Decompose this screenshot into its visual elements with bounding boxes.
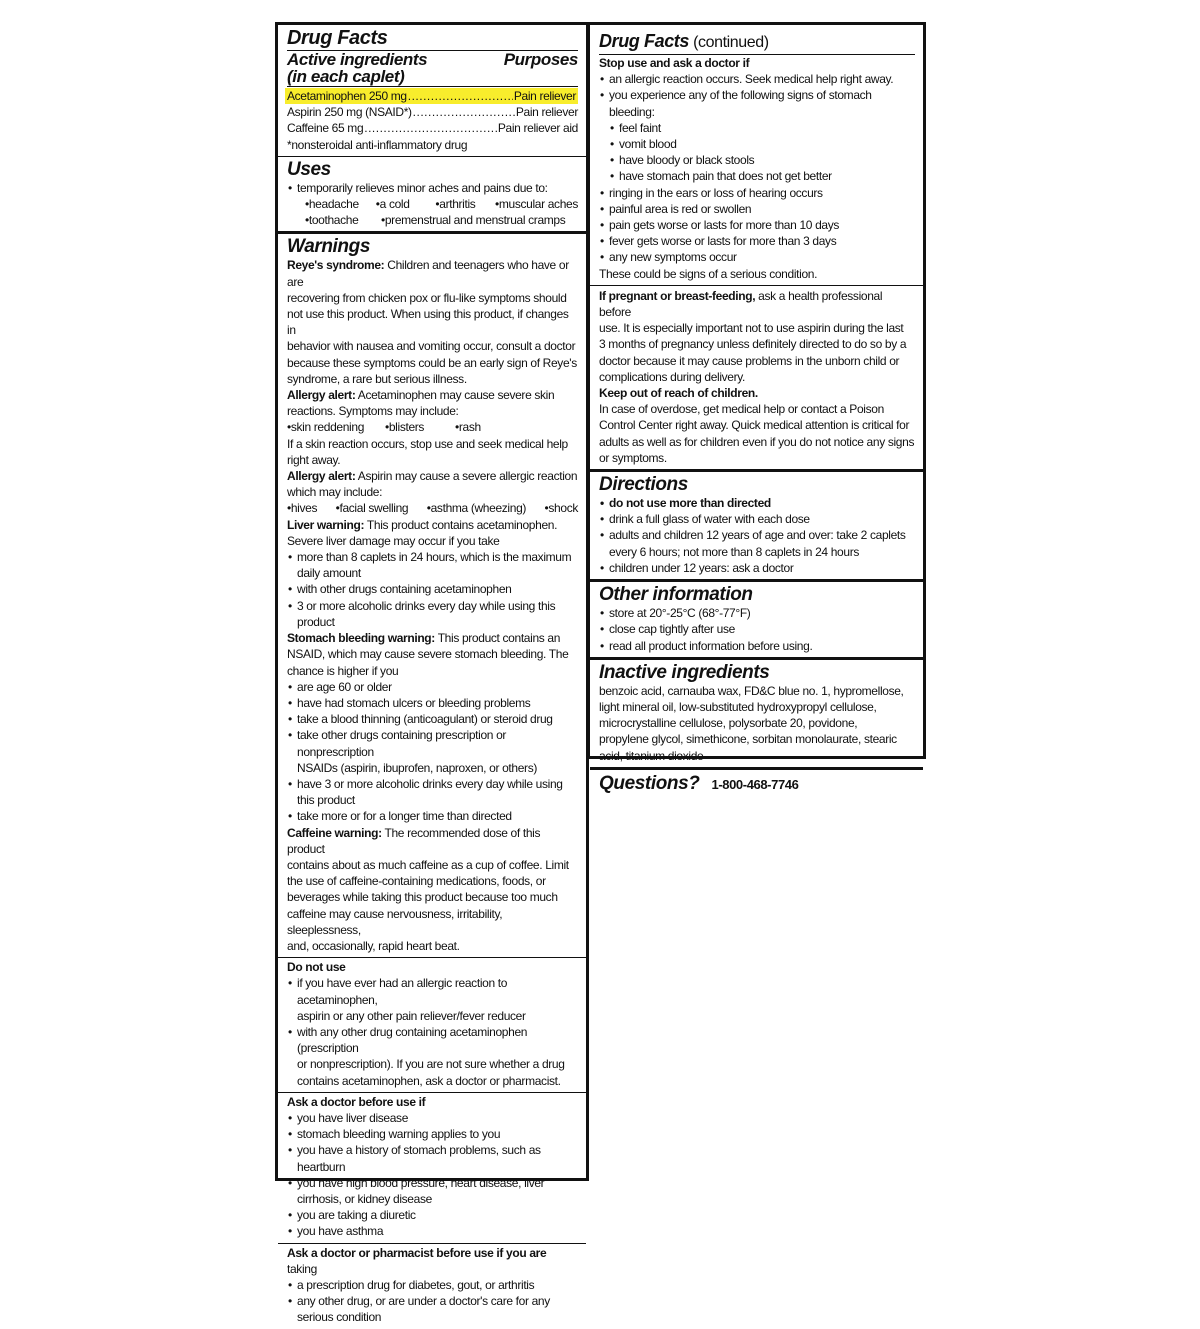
list-item: • are age 60 or older xyxy=(287,679,578,695)
questions-section xyxy=(590,767,923,799)
allergy-alert-label: Allergy alert: xyxy=(287,388,356,403)
pregnancy-label: If pregnant or breast-feeding, xyxy=(599,288,756,303)
list-item: • close cap tightly after use xyxy=(599,621,915,637)
questions-heading: Questions? xyxy=(599,772,700,794)
ask-pharmacist-section: Ask a doctor or pharmacist before use if you are taking • a prescription drug for diabetes, gout, or arthritis • any other drug, or are under a doctor's care for any serious condition xyxy=(278,1243,586,1329)
allergy-alert-label: Allergy alert: xyxy=(287,469,356,484)
list-item: • take a blood thinning (anticoagulant) or steroid drug xyxy=(287,711,578,727)
list-item: • any other drug, or are under a doctor's care for any serious condition xyxy=(287,1293,578,1325)
inactive-ingredients-heading: Inactive ingredients xyxy=(599,661,770,683)
list-item: • you have a history of stomach problems, such as heartburn xyxy=(287,1142,578,1174)
list-item: • stomach bleeding warning applies to you xyxy=(287,1126,578,1142)
list-item: • have had stomach ulcers or bleeding problems xyxy=(287,695,578,711)
skin-reaction-symptoms: • skin reddening • blisters • rash xyxy=(287,419,578,435)
ask-doctor-heading: Ask a doctor before use if xyxy=(287,1094,426,1109)
ingredient-row: Aspirin 250 mg (NSAID*) ..... Pain reliever xyxy=(287,104,578,120)
other-information-heading: Other information xyxy=(599,584,753,606)
active-ingredients-heading: Active ingredients xyxy=(287,50,428,69)
drug-facts-panel-left xyxy=(275,22,589,1325)
list-item: • painful area is red or swollen xyxy=(599,201,915,217)
nsaid-footnote: *nonsteroidal anti-inflammatory drug xyxy=(287,137,468,152)
ask-pharmacist-heading: Ask a doctor or pharmacist before use if you are xyxy=(287,1245,547,1260)
list-item: • a prescription drug for diabetes, gout, or arthritis xyxy=(287,1277,578,1293)
warnings-section: Warnings Reye's syndrome: Children and teenagers who have or are recovering from chicken pox or flu-like symptoms should not use this product. When using this product, if changes in behavior with nausea and vomiting occur, consult a doctor because these symptoms could be an early sign of Reye's syndrome, a rare but serious illness. Allergy alert: Acetaminophen may cause severe skin reactions. Symptoms may include: • skin reddening • blisters • rash If a skin reaction occurs, stop use and seek medical help right away. Allergy alert: Aspirin may cause a severe allergic reaction which may include: • hives • facial swelling • asthma (wheezing) • shock Liver warning: This product contains acetaminophen. Severe liver damage may occur if you take • more than 8 caplets in 24 hours, which is the maximum daily amount • with other drugs containing acetaminophen • 3 or more alcoholic drinks every day while using this product Stomach bleeding warning: This product contains an NSAID, which may cause severe stomach bleeding. The chance is higher if you • are age 60 or older • have had stomach ulcers or bleeding problems • take a blood thinning (anticoagulant) or steroid drug • take other drugs containing prescription or nonprescription NSAIDs (aspirin, ibuprofen, naproxen, or others) • have 3 or more alcoholic drinks every day while using this product • take more or for a longer time than directed Caffeine warning: The recommended dose of this product contains about as much caffeine as a cup of coffee. Limit the use of caffeine-containing medications, foods, or beverages while taking this product because too much caffeine may cause nervousness, irritability, sleeplessness, and, occasionally, rapid heart beat. xyxy=(278,231,586,957)
pregnancy-section: If pregnant or breast-feeding, ask a health professional before use. It is especially important not to use aspirin during the last 3 months of pregnancy unless definitely directed to do so by a doctor because it may cause problems in the unborn child or complications during delivery. Keep out of reach of children. In case of overdose, get medical help or contact a Poison Control Center right away. Quick medical attention is critical for adults as well as for children even if you do not notice any signs or symptoms. xyxy=(590,285,923,469)
list-item: • adults and children 12 years of age and over: take 2 caplets every 6 hours; not more than 8 caplets in 24 hours xyxy=(599,527,915,559)
ask-doctor-section xyxy=(278,1092,586,1243)
phone-number: 1-800-468-7746 xyxy=(711,776,799,792)
list-item: • feel faint xyxy=(599,120,915,136)
liver-warning-label: Liver warning: xyxy=(287,517,365,532)
do-not-use-heading: Do not use xyxy=(287,960,346,975)
do-not-use-section xyxy=(278,957,586,1092)
list-item: • more than 8 caplets in 24 hours, which is the maximum daily amount xyxy=(287,549,578,581)
list-item: • have bloody or black stools xyxy=(599,152,915,168)
list-item: • children under 12 years: ask a doctor xyxy=(599,560,915,576)
list-item: • have 3 or more alcoholic drinks every day while using this product xyxy=(287,776,578,808)
active-ingredients-subheading: (in each caplet) xyxy=(287,67,405,86)
warnings-heading: Warnings xyxy=(287,236,371,258)
list-item: • you have high blood pressure, heart disease, liver cirrhosis, or kidney disease xyxy=(287,1175,578,1207)
uses-row-2: • toothache • premenstrual and menstrual cramps xyxy=(287,212,578,228)
caffeine-warning-label: Caffeine warning: xyxy=(287,825,382,840)
uses-section xyxy=(278,156,586,232)
purposes-heading: Purposes xyxy=(503,50,578,69)
directions-heading: Directions xyxy=(599,474,688,496)
keep-out-of-reach: Keep out of reach of children. xyxy=(599,386,758,401)
list-item: • vomit blood xyxy=(599,136,915,152)
list-item: • ringing in the ears or loss of hearing occurs xyxy=(599,185,915,201)
list-item: • have stomach pain that does not get better xyxy=(599,168,915,184)
ingredient-row: Caffeine 65 mg ..... Pain reliever aid xyxy=(287,120,578,136)
list-item: • read all product information before using. xyxy=(599,638,915,654)
list-item: • you experience any of the following signs of stomach bleeding: xyxy=(599,87,915,119)
inactive-ingredients-section: Inactive ingredients benzoic acid, carnauba wax, FD&C blue no. 1, hypromellose, light mineral oil, low-substituted hydroxypropyl cellulose, microcrystalline cellulose, polysorbate 20, povidone, propylene glycol, simethicone, sorbitan monolaurate, stearic acid, titanium dioxide xyxy=(590,657,923,767)
list-item: • an allergic reaction occurs. Seek medical help right away. xyxy=(599,71,915,87)
drug-facts-title: Drug Facts xyxy=(287,27,388,49)
directions-section xyxy=(590,469,923,579)
uses-intro: • temporarily relieves minor aches and pains due to: xyxy=(287,180,578,196)
list-item: • do not use more than directed xyxy=(599,495,915,511)
stomach-bleeding-list xyxy=(287,679,578,825)
uses-row-1: • headache • a cold • arthritis • muscular aches xyxy=(287,196,578,212)
uses-heading: Uses xyxy=(287,158,331,180)
stop-use-section: Drug Facts (continued) Stop use and ask a doctor if • an allergic reaction occurs. Seek medical help right away. • you experience any of the following signs of stomach bleeding: • feel faint • vomit blood • have bloody or black stools • have stomach pain that does not get better • ringing in the ears or loss of hearing occurs • painful area is red or swollen • pain gets worse or lasts for more than 10 days • fever gets worse or lasts for more than 3 days • any new symptoms occur These could be signs of a serious condition. xyxy=(590,25,923,285)
list-item: • with other drugs containing acetaminophen xyxy=(287,581,578,597)
list-item: • pain gets worse or lasts for more than 10 days xyxy=(599,217,915,233)
stop-use-closing: These could be signs of a serious condition. xyxy=(599,266,818,281)
list-item: • you have liver disease xyxy=(287,1110,578,1126)
liver-warning-list xyxy=(287,549,578,630)
list-item: • take other drugs containing prescription or nonprescription NSAIDs (aspirin, ibuprofen, naproxen, or others) xyxy=(287,727,578,776)
list-item: • any new symptoms occur xyxy=(599,249,915,265)
stomach-bleeding-label: Stomach bleeding warning: xyxy=(287,631,435,646)
reye-label: Reye's syndrome: xyxy=(287,258,385,273)
list-item: • drink a full glass of water with each dose xyxy=(599,511,915,527)
ingredient-row: Acetaminophen 250 mg ..... Pain reliever xyxy=(285,88,578,104)
list-item: • you are taking a diuretic xyxy=(287,1207,578,1223)
drug-facts-panel-right xyxy=(587,22,926,794)
list-item: • take more or for a longer time than directed xyxy=(287,808,578,824)
other-information-section xyxy=(590,579,923,657)
list-item: • fever gets worse or lasts for more than 3 days xyxy=(599,233,915,249)
list-item: • you have asthma xyxy=(287,1223,578,1239)
drug-facts-continued-title: Drug Facts xyxy=(599,31,690,51)
list-item: • 3 or more alcoholic drinks every day while using this product xyxy=(287,598,578,630)
list-item: • if you have ever had an allergic reaction to acetaminophen, aspirin or any other pain reliever/fever reducer xyxy=(287,975,578,1024)
list-item: • with any other drug containing acetaminophen (prescription or nonprescription). If you are not sure whether a drug contains acetaminophen, ask a doctor or pharmacist. xyxy=(287,1024,578,1089)
list-item: • store at 20°-25°C (68°-77°F) xyxy=(599,605,915,621)
stop-use-heading: Stop use and ask a doctor if xyxy=(599,56,750,70)
allergic-reaction-symptoms: • hives • facial swelling • asthma (wheezing) • shock xyxy=(287,500,578,516)
active-ingredients-section xyxy=(278,25,586,156)
